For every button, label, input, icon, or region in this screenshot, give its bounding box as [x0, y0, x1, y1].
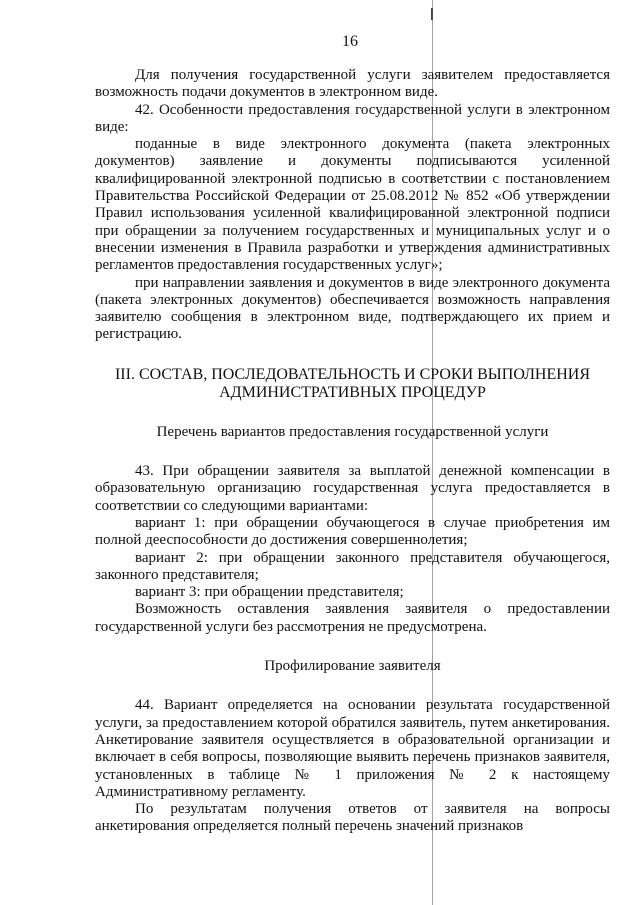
- paragraph: Возможность оставления заявления заявителя о предоставлении государственной услуги без рассмотрения не предусмотрена.: [95, 601, 610, 635]
- paragraph: Для получения государственной услуги заявителем предоставляется возможность подачи документов в электронном виде.: [95, 67, 610, 101]
- page-number: 16: [342, 33, 358, 50]
- paragraph: вариант 2: при обращении законного представителя обучающегося, законного представителя;: [95, 549, 610, 583]
- subheading-variants: Перечень вариантов предоставления государственной услуги: [156, 423, 549, 440]
- paragraph: при направлении заявления и документов в виде электронного документа (пакета электронных документов) обеспечивается возможность направления заявителю сообщения в электронном виде, подтверждающего их прием и регистрацию.: [95, 274, 610, 343]
- paragraph: 42. Особенности предоставления государственной услуги в электронном виде:: [95, 101, 610, 135]
- document-body: [95, 67, 610, 836]
- paragraph: вариант 3: при обращении представителя;: [135, 584, 404, 601]
- paragraph: По результатам получения ответов от заявителя на вопросы анкетирования определяется полный перечень значений признаков: [95, 801, 610, 835]
- paragraph: поданные в виде электронного документа (пакета электронных документов) заявление и документы подписываются усиленной квалифицированной электронной подписью в соответствии с постановлением Правительства Российской Федерации от 25.08.2012 № 852 «Об утверждении Правил использования усиленной квалифицированной электронной подписи при обращении за получением государственных и муниципальных услуг и о внесении изменения в Правила разработки и утверждения административных регламентов предоставления государственных услуг»;: [95, 136, 610, 274]
- subheading-profiling: Профилирование заявителя: [264, 658, 441, 675]
- paragraph: вариант 1: при обращении обучающегося в случае приобретения им полной дееспособности до достижения совершеннолетия;: [95, 514, 610, 549]
- section-title: III. СОСТАВ, ПОСЛЕДОВАТЕЛЬНОСТЬ И СРОКИ ВЫПОЛНЕНИЯ АДМИНИСТРАТИВНЫХ ПРОЦЕДУР: [114, 365, 591, 401]
- paragraph: 43. При обращении заявителя за выплатой денежной компенсации в образовательную организацию государственная услуга предоставляется в соответствии со следующими вариантами:: [95, 463, 610, 514]
- paragraph: 44. Вариант определяется на основании результата государственной услуги, за предоставлением которой обратился заявитель, путем анкетирования. Анкетирование заявителя осуществляется в образовательной организации и включает в себя вопросы, позволяющие выявить перечень признаков заявителя, установленных в таблице № 1 приложения № 2 к настоящему Административному регламенту.: [95, 697, 610, 800]
